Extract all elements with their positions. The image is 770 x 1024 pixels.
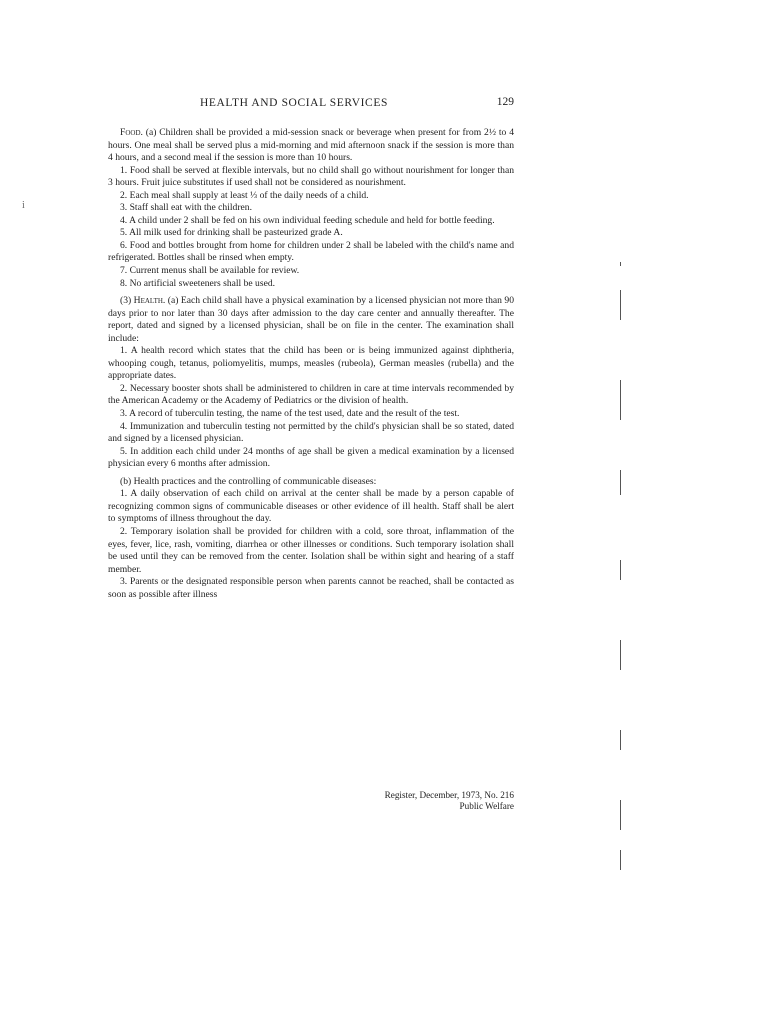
paragraph-health-intro — [108, 295, 514, 345]
paragraph-food-6: 6. Food and bottles brought from home for children under 2 shall be labeled with the child's name and refrigerated. Bottles shall be rinsed when empty. — [108, 239, 514, 264]
paragraph-health-practice-1: 1. A daily observation of each child on arrival at the center shall be made by a person capable of recognizing common signs of communicable diseases or other evidence of ill health. Staff shall be alert to symptoms of illness throughout the day. — [108, 488, 514, 525]
paragraph-health-practice-2: 2. Temporary isolation shall be provided for children with a cold, sore throat, inflammation of the eyes, fever, lice, rash, vomiting, diarrhea or other illnesses or conditions. Such temporary isolation shall be used until they can be removed from the center. Isolation shall be within sight and hearing of a staff member. — [108, 525, 514, 575]
paragraph-food-2: 2. Each meal shall supply at least ⅓ of the daily needs of a child. — [120, 189, 369, 201]
paragraph-food-5: 5. All milk used for drinking shall be pasteurized grade A. — [120, 227, 343, 239]
scan-edge-mark — [620, 730, 621, 750]
page-footer — [300, 790, 514, 812]
scan-edge-mark — [620, 800, 621, 830]
paragraph-health-4: 4. Immunization and tuberculin testing not permitted by the child's physician shall be so stated, dated and signed by a licensed physician. — [108, 420, 514, 445]
paragraph-food-7: 7. Current menus shall be available for review. — [120, 265, 300, 277]
scan-edge-mark — [620, 640, 621, 670]
page-body — [108, 127, 514, 601]
paragraph-health-practice-3: 3. Parents or the designated responsible person when parents cannot be reached, shall be contacted as soon as possible after illness — [108, 576, 514, 600]
running-header — [108, 97, 514, 113]
paragraph-text: (a) Children shall be provided a mid-session snack or beverage when present for from 2½ to 4 hours. One meal shall be served plus a mid-morning and mid afternoon snack if the session is more than 4 hours, and a second meal if the session is more than 10 hours. — [108, 127, 514, 164]
paragraph-food-8: 8. No artificial sweeteners shall be used. — [120, 277, 276, 289]
section-number-health: (3) — [120, 295, 132, 307]
paragraph-food-intro — [108, 127, 514, 165]
scan-edge-mark — [620, 560, 621, 580]
margin-mark: i — [22, 200, 25, 211]
scan-edge-mark — [620, 290, 621, 320]
register-line: Register, December, 1973, No. 216 — [384, 790, 514, 800]
section-label-food: Food. — [120, 127, 143, 138]
paragraph-health-3: 3. A record of tuberculin testing, the name of the test used, date and the result of the test. — [120, 408, 460, 420]
department-line: Public Welfare — [459, 801, 514, 811]
paragraph-health-1: 1. A health record which states that the child has been or is being immunized against diphtheria, whooping cough, tetanus, poliomyelitis, mumps, measles (rubeola), German measles (rubella) and the appropriate dates. — [108, 345, 514, 382]
paragraph-food-1: 1. Food shall be served at flexible intervals, but no child shall go without nourishment for longer than 3 hours. Fruit juice substitutes if used shall not be considered as nourishment. — [108, 164, 514, 189]
paragraph-text: (a) Each child shall have a physical examination by a licensed physician not more than 90 days prior to nor later than 30 days after admission to the day care center and annually thereafter. The report, dated and signed by a licensed physician, shall be on file in the center. The examination shall include: — [108, 295, 514, 344]
scan-edge-mark — [620, 470, 621, 495]
paragraph-health-2: 2. Necessary booster shots shall be administered to children in care at time intervals recommended by the American Academy or the Academy of Pediatrics or the division of health. — [108, 382, 514, 407]
scan-edge-mark — [620, 850, 621, 870]
scan-edge-mark — [620, 380, 621, 420]
running-title: HEALTH AND SOCIAL SERVICES — [200, 97, 388, 109]
paragraph-food-4: 4. A child under 2 shall be fed on his own individual feeding schedule and held for bottle feeding. — [120, 214, 495, 226]
paragraph-food-3: 3. Staff shall eat with the children. — [120, 202, 252, 214]
scan-edge-mark — [620, 262, 621, 266]
paragraph-health-practices-heading: (b) Health practices and the controlling of communicable diseases: — [120, 475, 377, 487]
page-number: 129 — [496, 96, 514, 108]
paragraph-health-5: 5. In addition each child under 24 months of age shall be given a medical examination by a licensed physician every 6 months after admission. — [108, 445, 514, 470]
section-label-health: Health. — [133, 295, 166, 307]
